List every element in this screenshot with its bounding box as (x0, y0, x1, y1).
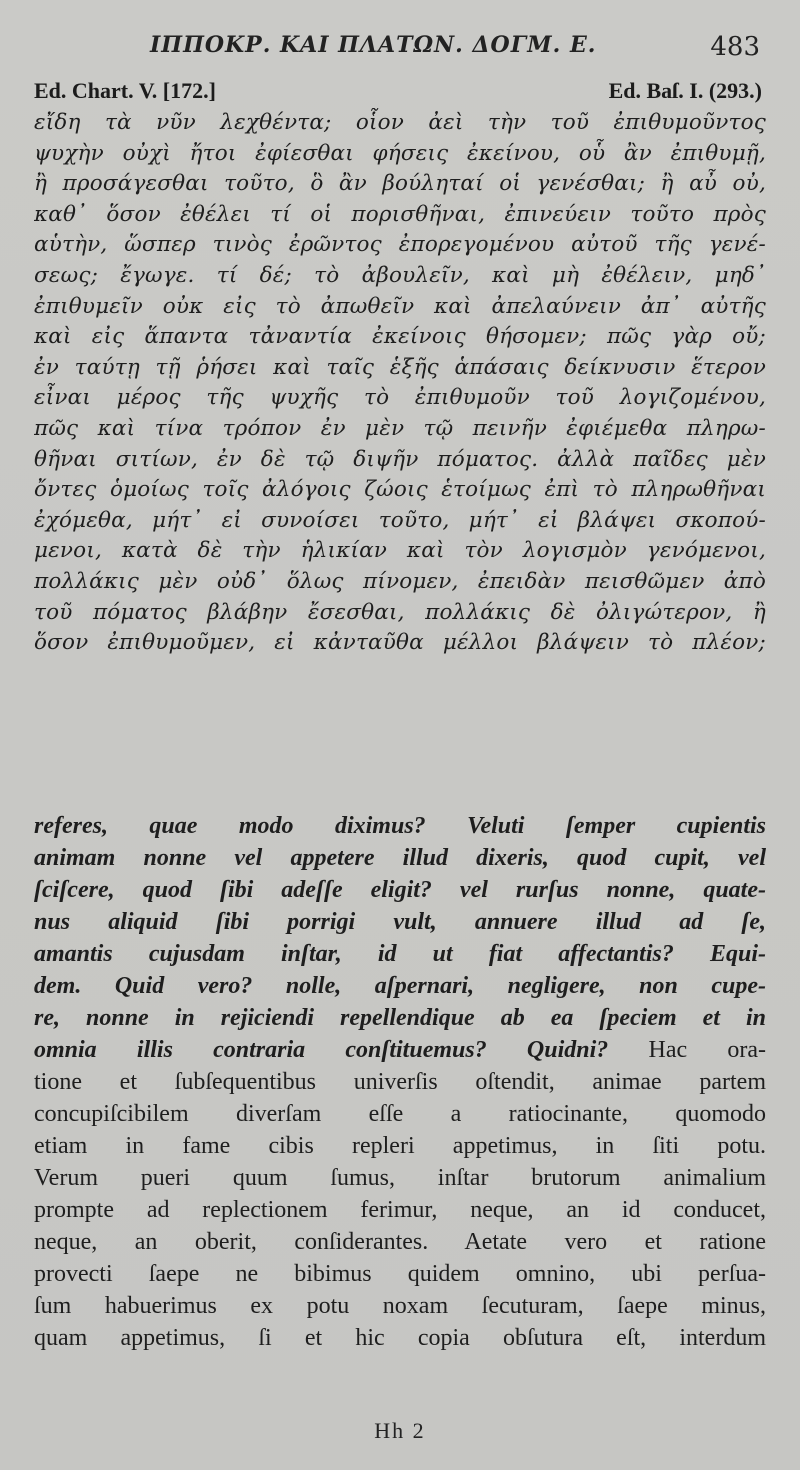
latin-roman-segment: ſum habuerimus ex potu noxam ſecuturam, ſaepe minus, (34, 1293, 766, 1319)
latin-roman-segment: prompte ad replectionem ferimur, neque, an id conducet, (34, 1197, 766, 1223)
latin-text-line (34, 1162, 766, 1194)
latin-text-line (34, 1290, 766, 1322)
latin-text-line (34, 842, 766, 874)
latin-text-line (34, 1322, 766, 1354)
latin-text-line (34, 1098, 766, 1130)
greek-text-line: καθ᾽ ὅσον ἐθέλει τί οἱ πορισθῆναι, ἐπινεύειν τοῦτο πρὸς (34, 201, 766, 227)
greek-text-line: ἐν ταύτῃ τῇ ῥήσει καὶ ταῖς ἑξῆς ἁπάσαις δείκνυσιν ἕτερον (34, 354, 766, 380)
latin-roman-segment: concupiſcibilem diverſam eſſe a ratiocinante, quomodo (34, 1101, 766, 1127)
greek-text-line: αὑτὴν, ὥσπερ τινὸς ἐρῶντος ἐπορεγομένου αὐτοῦ τῆς γενέ- (34, 232, 766, 258)
greek-text-line: σεως; ἔγωγε. τί δέ; τὸ ἀβουλεῖν, καὶ μὴ ἐθέλειν, μηδ᾽ (34, 262, 766, 288)
greek-text-line: εἶναι μέρος τῆς ψυχῆς τὸ ἐπιθυμοῦν τοῦ λογιζομένου, (34, 385, 766, 411)
latin-roman-segment: provecti ſaepe ne bibimus quidem omnino, ubi perſua- (34, 1261, 766, 1287)
edition-chartier: Ed. Chart. V. [172.] (34, 78, 216, 103)
latin-text-block (34, 810, 766, 1354)
latin-italic-segment: dem. Quid vero? nolle, aſpernari, negligere, non cupe- (34, 973, 766, 999)
latin-italic-segment: re, nonne in rejiciendi repellendique ab ea ſpeciem et in (34, 1005, 766, 1031)
greek-text-line: ψυχὴν οὐχὶ ἤτοι ἐφίεσθαι φήσεις ἐκείνου, οὗ ἂν ἐπιθυμῇ, (34, 140, 766, 166)
greek-text-line: μενοι, κατὰ δὲ τὴν ἡλικίαν καὶ τὸν λογισμὸν γενόμενοι, (34, 538, 766, 564)
latin-text-line (34, 1226, 766, 1258)
latin-italic-segment: animam nonne vel appetere illud dixeris, quod cupit, vel (34, 845, 766, 871)
greek-text-line: ἢ προσάγεσθαι τοῦτο, ὃ ἂν βούληταί οἱ γενέσθαι; ἢ αὖ οὐ, (34, 171, 766, 197)
latin-roman-segment: tione et ſubſequentibus univerſis oſtendit, animae partem (34, 1069, 766, 1095)
latin-italic-segment: referes, quae modo diximus? Veluti ſemper cupientis (34, 813, 766, 839)
page-number: 483 (710, 32, 760, 62)
latin-roman-segment: neque, an oberit, conſiderantes. Aetate vero et ratione (34, 1229, 766, 1255)
latin-text-line (34, 1066, 766, 1098)
latin-italic-segment: amantis cujusdam inſtar, id ut fiat affectantis? Equi- (34, 941, 766, 967)
greek-text-line: ὄντες ὁμοίως τοῖς ἀλόγοις ζώοις ἑτοίμως ἐπὶ τὸ πληρωθῆναι (34, 477, 766, 503)
latin-roman-segment: Verum pueri quum ſumus, inſtar brutorum animalium (34, 1165, 766, 1191)
greek-text-line: θῆναι σιτίων, ἐν δὲ τῷ διψῆν πόματος. ἀλλὰ παῖδες μὲν (34, 446, 766, 472)
latin-text-line (34, 1258, 766, 1290)
latin-text-line (34, 874, 766, 906)
latin-italic-segment: omnia illis contraria conſtituemus? Quidni? (34, 1037, 609, 1063)
latin-roman-segment: quam appetimus, ſi et hic copia obſutura eſt, interdum (34, 1325, 766, 1351)
latin-italic-segment: ſciſcere, quod ſibi adeſſe eligit? vel rurſus nonne, quate- (34, 877, 766, 903)
greek-text-line: πῶς καὶ τίνα τρόπον ἐν μὲν τῷ πεινῆν ἐφιέμεθα πληρω- (34, 415, 766, 441)
latin-text-line (34, 1130, 766, 1162)
greek-text-line: καὶ εἰς ἅπαντα τἀναντία ἐκείνοις θήσομεν; πῶς γὰρ οὔ; (34, 324, 766, 350)
edition-line (34, 78, 762, 108)
latin-roman-segment: Hac ora- (608, 1037, 766, 1063)
latin-text-line (34, 1002, 766, 1034)
latin-text-line (34, 970, 766, 1002)
edition-basel: Ed. Baſ. I. (293.) (608, 78, 762, 103)
greek-text-line: ἐπιθυμεῖν οὐκ εἰς τὸ ἀπωθεῖν καὶ ἀπελαύνειν ἀπ᾽ αὐτῆς (34, 293, 766, 319)
latin-text-line (34, 906, 766, 938)
latin-italic-segment: nus aliquid ſibi porrigi vult, annuere illud ad ſe, (34, 909, 766, 935)
latin-text-line (34, 1034, 766, 1066)
signature-mark: Hh 2 (374, 1418, 426, 1443)
greek-text-block (34, 108, 766, 659)
latin-text-line (34, 810, 766, 842)
latin-roman-segment: etiam in fame cibis repleri appetimus, in ſiti potu. (34, 1133, 766, 1159)
greek-text-line: τοῦ πόματος βλάβην ἔσεσθαι, πολλάκις δὲ ὀλιγώτερον, ἢ (34, 599, 766, 625)
greek-text-line: ὅσον ἐπιθυμοῦμεν, εἰ κἀνταῦθα μέλλοι βλάψειν τὸ πλέον; (34, 630, 766, 656)
greek-text-line: εἴδη τὰ νῦν λεχθέντα; οἷον ἀεὶ τὴν τοῦ ἐπιθυμοῦντος (34, 110, 766, 135)
latin-text-line (34, 938, 766, 970)
running-head (150, 28, 760, 64)
greek-text-line: πολλάκις μὲν οὐδ᾽ ὅλως πίνομεν, ἐπειδὰν πεισθῶμεν ἀπὸ (34, 568, 766, 594)
running-title: ΙΠΠΟΚΡ. ΚΑΙ ΠΛΑΤΩΝ. ΔΟΓΜ. Ε. (150, 32, 597, 58)
latin-text-line (34, 1194, 766, 1226)
greek-text-line: ἐχόμεθα, μήτ᾽ εἰ συνοίσει τοῦτο, μήτ᾽ εἰ βλάψει σκοπού- (34, 507, 766, 533)
